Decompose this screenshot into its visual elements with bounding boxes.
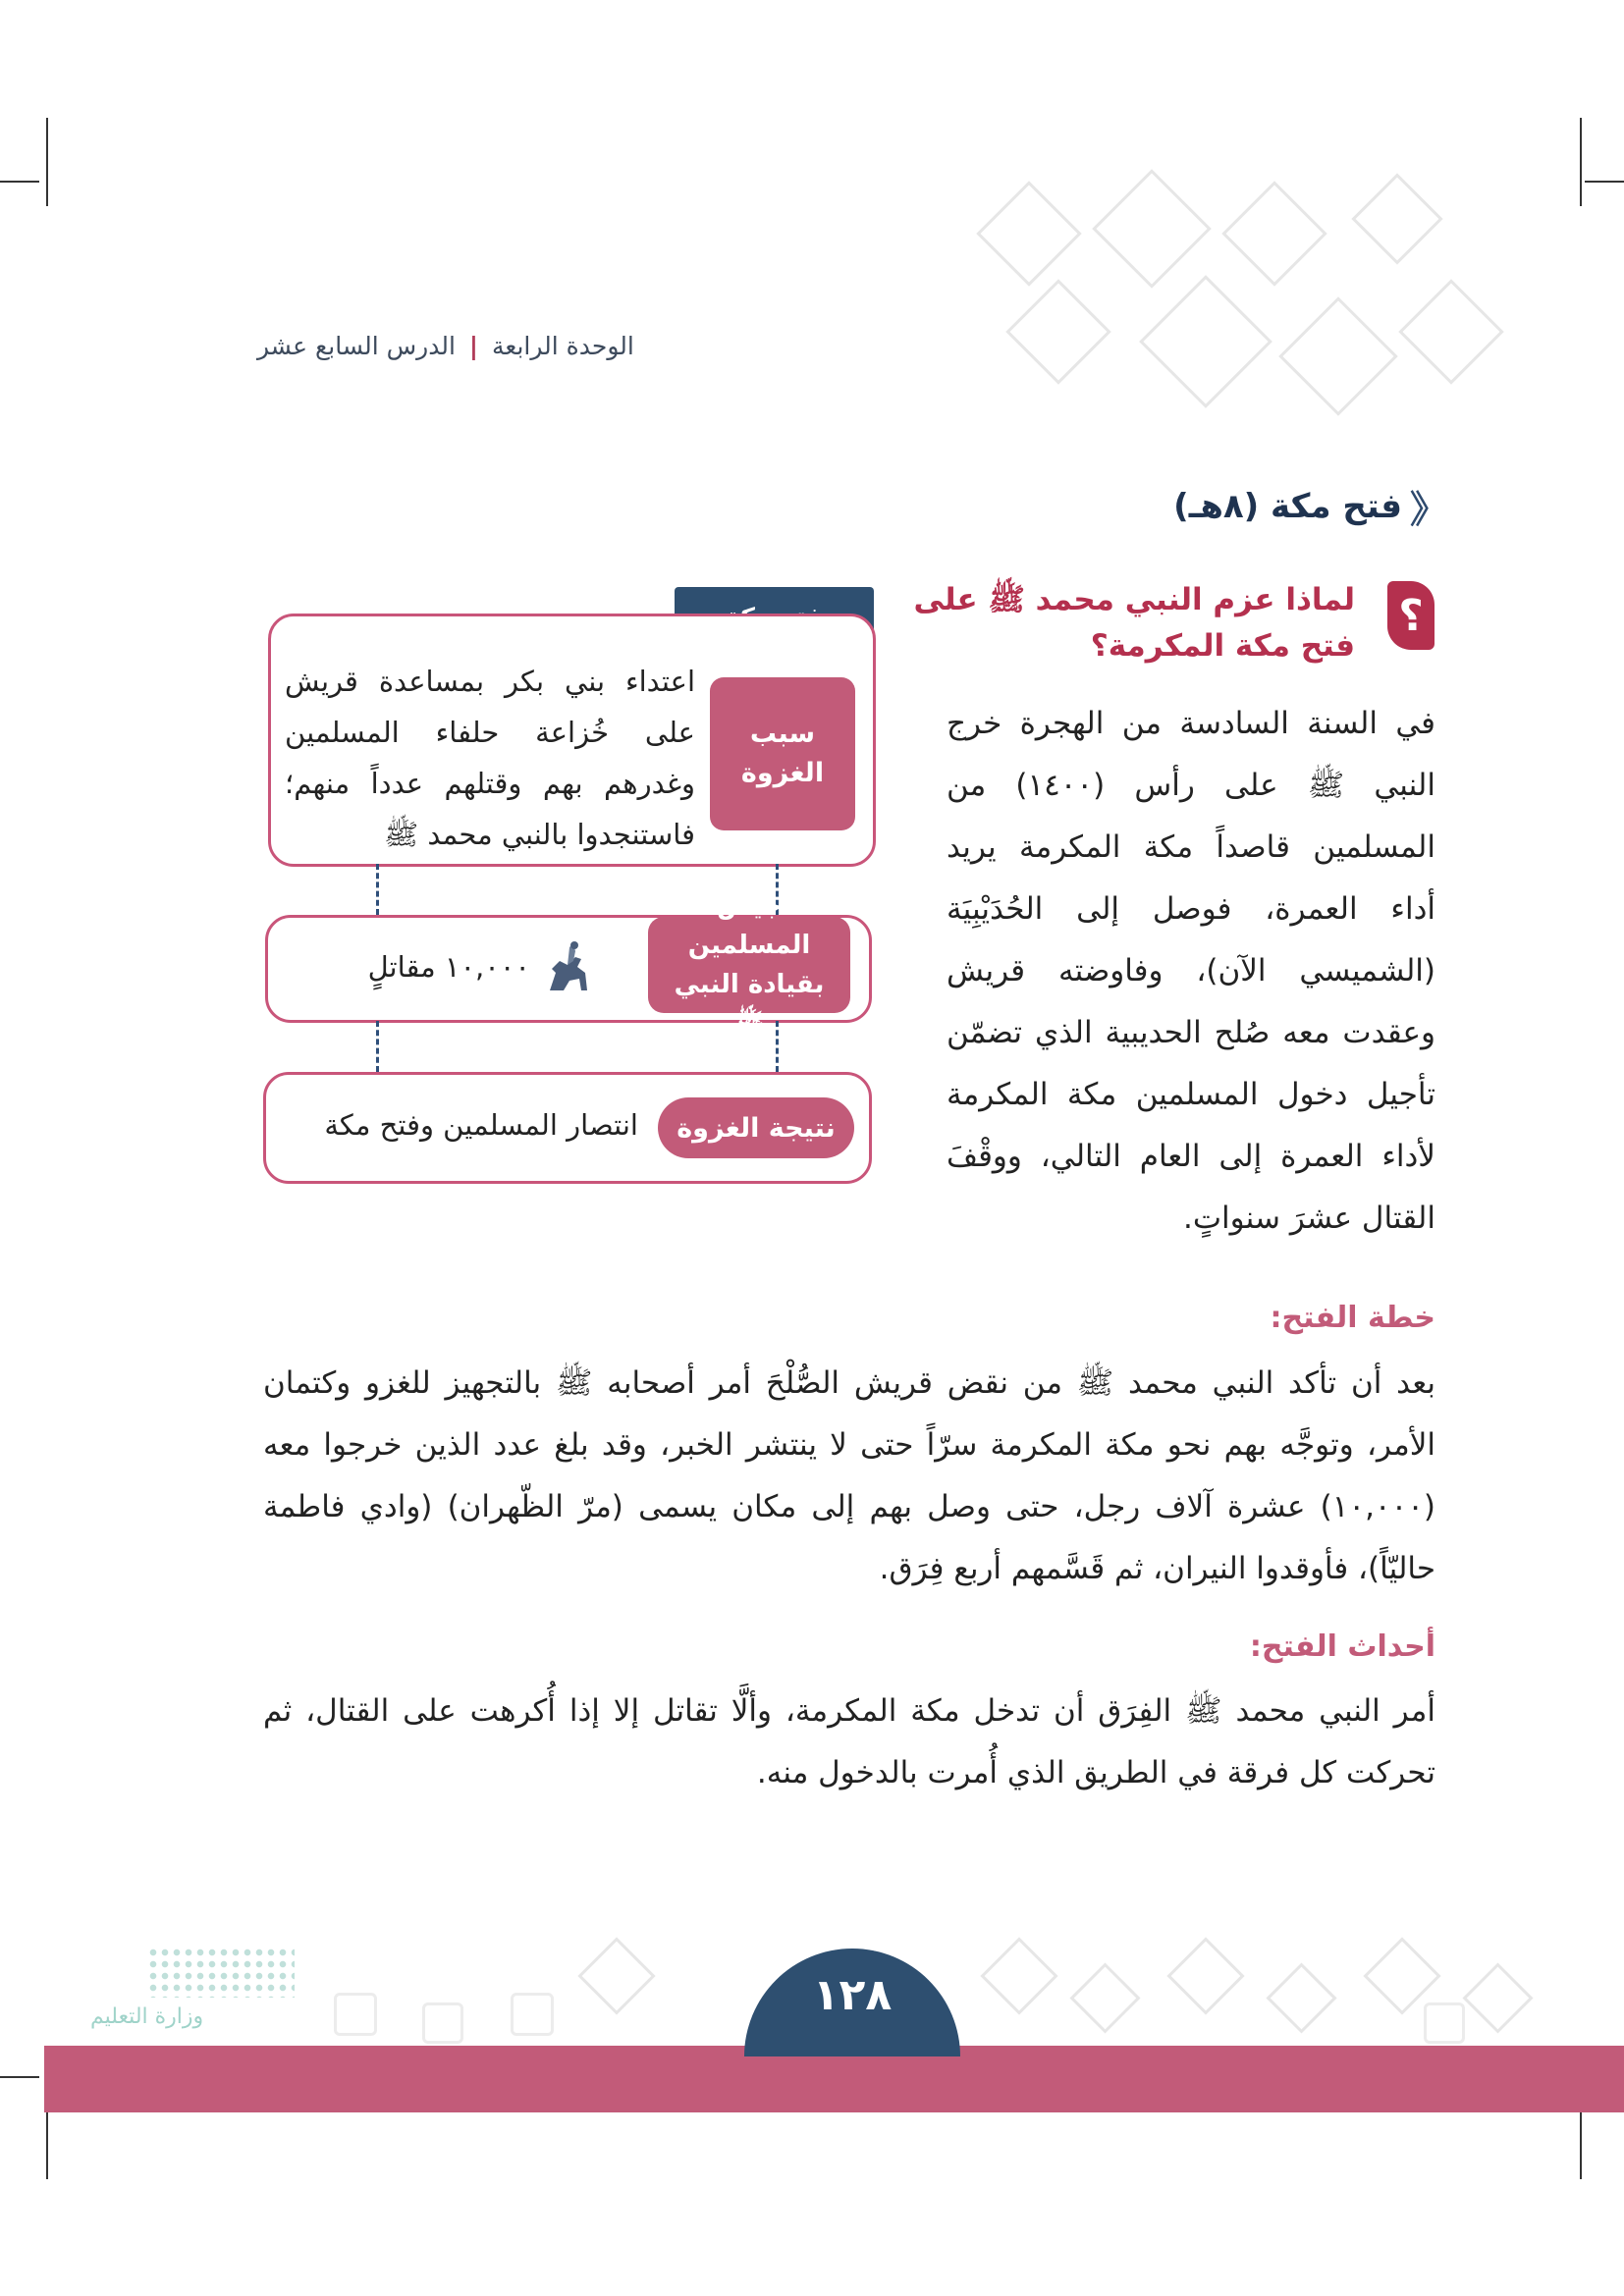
decorative-pattern (1092, 169, 1212, 289)
decorative-pattern (511, 1993, 554, 2036)
plan-paragraph: بعد أن تأكد النبي محمد ﷺ من نقض قريش الصُّلْحَ أمر أصحابه ﷺ بالتجهيز للغزو وكتمان الأمر، وتوجَّه بهم نحو مكة المكرمة سرّاً حتى لا ينتشر الخبر، وقد بلغ عدد الذين خرجوا معه (١٠,٠٠٠) عشرة آلاف رجل، حتى وصل بهم إلى مكان يسمى (مرّ الظّهران) (وادي فاطمة حاليّاً)، فأوقدوا النيران، ثم قَسَّمهم أربع فِرَق. (263, 1365, 1435, 1586)
decorative-pattern (1462, 1962, 1533, 2033)
decorative-pattern (1351, 173, 1442, 264)
decorative-pattern (1266, 1962, 1336, 2033)
events-paragraph: أمر النبي محمد ﷺ الفِرَق أن تدخل مكة المكرمة، وألَّا تقاتل إلا إذا أُكرهت على القتال، ثم تحركت كل فرقة في الطريق الذي أُمرت بالدخول منه. (263, 1693, 1435, 1790)
lesson-label: الدرس السابع عشر (257, 332, 456, 360)
ministry-logo-icon (147, 1947, 295, 1998)
decorative-pattern (1398, 279, 1503, 384)
events-heading: أحداث الفتح: (1249, 1629, 1435, 1664)
running-header (257, 332, 670, 360)
diagram-text-cause: اعتداء بني بكر بمساعدة قريش على خُزاعة حلفاء المسلمين وغدرهم بهم وقتلهم عدداً منهم؛ فاستنجدوا بالنبي محمد ﷺ (285, 665, 695, 851)
crop-mark (46, 118, 48, 206)
decorative-pattern (976, 181, 1081, 286)
diagram-label-cause: سبب الغزوة (710, 677, 855, 830)
diagram-label-result: نتيجة الغزوة (658, 1097, 854, 1158)
diagram-text-army: ١٠,٠٠٠ مقاتلٍ (367, 950, 530, 984)
unit-label: الوحدة الرابعة (491, 332, 634, 360)
decorative-pattern (1166, 1937, 1244, 2014)
crop-mark (0, 2076, 39, 2078)
header-separator: | (468, 332, 479, 360)
decorative-pattern (334, 1993, 377, 2036)
decorative-pattern (1005, 279, 1110, 384)
diagram-text-result: انتصار المسلمين وفتح مكة (324, 1108, 638, 1142)
intro-paragraph: في السنة السادسة من الهجرة خرج النبي ﷺ على رأس (١٤٠٠) من المسلمين قاصداً مكة المكرمة يريد أداء العمرة، فوصل إلى الحُدَيْبِيَة (الشميسي الآن)، وفاوضته قريش وعقدت معه صُلح الحديبية الذي تضمّن تأجيل دخول المسلمين مكة المكرمة لأداء العمرة إلى العام التالي، ووقْفَ القتال عشرَ سنواتٍ. (947, 706, 1435, 1236)
section-title (1173, 479, 1437, 533)
cavalry-icon (542, 939, 595, 998)
double-chevron-icon: 《 (1409, 488, 1437, 531)
connector-line (776, 1021, 779, 1072)
decorative-pattern (577, 1937, 655, 2014)
question-mark-icon: ؟ (1387, 581, 1435, 650)
decorative-pattern (980, 1937, 1057, 2014)
section-title-text: فتح مكة (٨هـ) (1173, 486, 1402, 526)
question-heading: لماذا عزم النبي محمد ﷺ على فتح مكة المكرمة؟ (913, 582, 1355, 664)
decorative-pattern (1221, 181, 1326, 286)
decorative-pattern (1139, 275, 1272, 408)
decorative-pattern (1424, 2002, 1465, 2044)
diagram-label-army: جيش المسلمين بقيادة النبي ﷺ (648, 917, 850, 1013)
page-number: ١٢٨ (744, 1949, 960, 2056)
crop-mark (1585, 181, 1624, 183)
plan-heading: خطة الفتح: (1270, 1301, 1435, 1335)
decorative-pattern (1278, 296, 1398, 416)
crop-mark (0, 181, 39, 183)
connector-line (376, 864, 379, 915)
decorative-pattern (422, 2002, 463, 2044)
decorative-pattern (1069, 1962, 1140, 2033)
crop-mark (1580, 118, 1582, 206)
connector-line (376, 1021, 379, 1072)
ministry-logo-text: وزارة التعليم (90, 2004, 204, 2029)
